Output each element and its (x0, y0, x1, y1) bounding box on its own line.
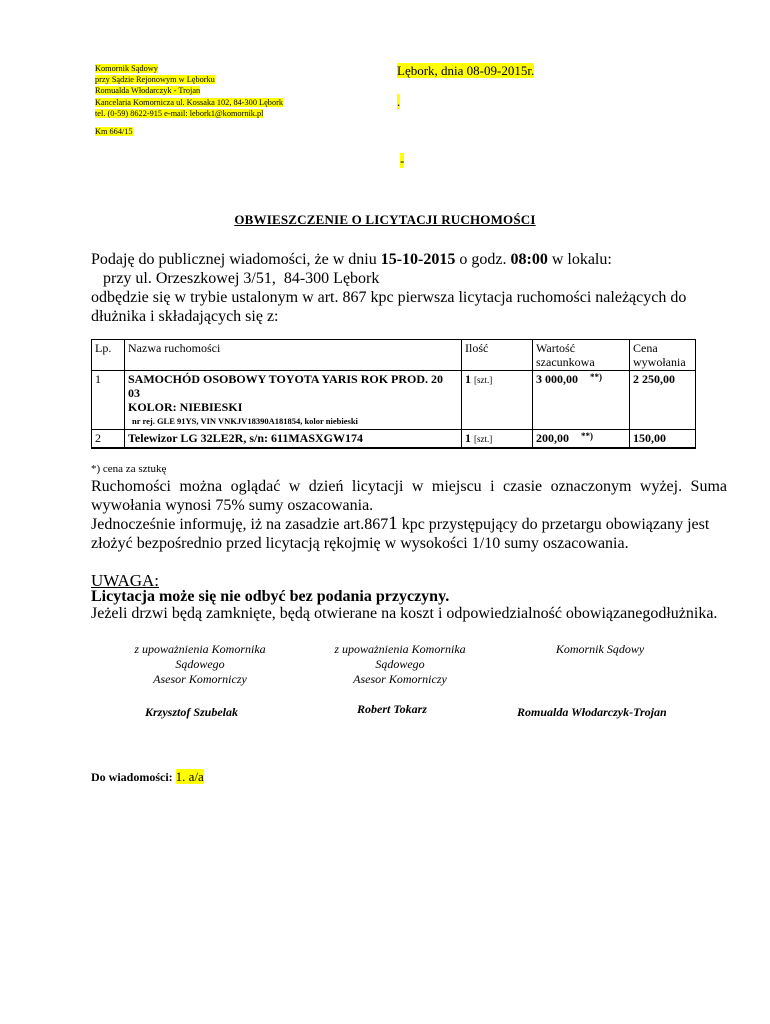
item-color: KOLOR: NIEBIESKI (128, 400, 243, 414)
auction-address: przy ul. Orzeszkowej 3/51, 84-300 Lębork (91, 270, 380, 287)
footnote: *) cena za sztukę (91, 463, 167, 475)
qty-value: 1 (465, 431, 471, 445)
office-line: tel. (0-59) 8622-915 e-mail: lebork1@komornik.pl (95, 108, 264, 118)
distribution-value: 1. a/a (175, 769, 204, 784)
intro-text: w lokalu: (547, 251, 612, 268)
signature-line: Komornik Sądowy (555, 642, 645, 656)
row-value (533, 371, 630, 430)
qty-unit: [szt.] (474, 434, 493, 444)
row-value (533, 430, 630, 449)
intro-text: dłużnika i składających się z: (91, 308, 279, 325)
value-amount: 3 000,00 (536, 372, 578, 386)
item-detail: nr rej. GLE 91YS, VIN VNKJV18390A181854, kolor niebieski (132, 416, 358, 426)
footnote-mark: **) (581, 431, 593, 441)
distribution-list (91, 769, 204, 785)
office-line: Romualda Włodarczyk - Trojan (95, 86, 201, 96)
viewing-info: Ruchomości można oglądać w dzień licytacji w miejscu i czasie oznaczonym wyżej. Suma wywołania wynosi 75% sumy oszacowania. (91, 478, 727, 514)
row-name (125, 371, 462, 430)
auction-time: 08:00 (510, 251, 548, 268)
case-number-text: Km 664/15 (95, 127, 133, 136)
signatory-name: Krzysztof Szubelak (145, 705, 239, 719)
header-name: Nazwa ruchomości (125, 340, 462, 371)
document-title: OBWIESZCZENIE O LICYTACJI RUCHOMOŚCI (234, 212, 536, 227)
signatory-name: Romualda Włodarczyk-Trojan (517, 705, 667, 719)
signature-block-2 (310, 642, 490, 687)
office-line: Komornik Sądowy (95, 64, 158, 73)
intro-text: Podaję do publicznej wiadomości, że w dniu (91, 251, 381, 268)
deposit-info (91, 514, 731, 553)
signature-line: z upoważnienia Komornika (334, 642, 466, 656)
auction-date: 15-10-2015 (380, 251, 456, 268)
highlight-marker (400, 153, 404, 169)
row-lp: 2 (92, 430, 125, 449)
notice-heading: UWAGA: (91, 571, 159, 590)
signature-line: Sądowego (175, 657, 225, 671)
deposit-text: Jednocześnie informuję, iż na zasadzie art.867 (91, 516, 389, 533)
qty-unit: [szt.] (474, 375, 493, 385)
header-value: Wartość szacunkowa (533, 340, 630, 371)
header-lp: Lp. (92, 340, 125, 371)
cancellation-warning: Licytacja może się nie odbyć bez podania przyczyny. (91, 588, 450, 605)
distribution-label: Do wiadomości: (91, 770, 176, 784)
marker-text: - (400, 153, 405, 168)
signature-block-3 (520, 642, 680, 657)
document-date (397, 63, 534, 79)
signature-block-1 (110, 642, 290, 687)
item-name: Telewizor LG 32LE2R, s/n: 611MASXGW174 (125, 430, 462, 449)
row-qty (462, 430, 533, 449)
table-header-row (92, 340, 696, 371)
intro-text: o godz. (455, 251, 511, 268)
qty-value: 1 (465, 372, 471, 386)
items-table (91, 339, 696, 449)
footnote-mark: **) (590, 372, 602, 382)
item-name: SAMOCHÓD OSOBOWY TOYOTA YARIS ROK PROD. 20 03 (128, 372, 444, 400)
deposit-text: kpc przystępujący do przetargu obowiązany jest (397, 516, 710, 533)
row-qty (462, 371, 533, 430)
signature-line: Asesor Komorniczy (353, 672, 447, 686)
auction-intro (91, 250, 731, 326)
case-number (95, 127, 133, 136)
article-superscript: 1 (388, 513, 398, 534)
bailiff-office-header (95, 63, 283, 119)
table-row (92, 430, 696, 449)
row-lp: 1 (92, 371, 125, 430)
table-row (92, 371, 696, 430)
header-qty: Ilość (462, 340, 533, 371)
row-price: 150,00 (630, 430, 696, 449)
row-price: 2 250,00 (630, 371, 696, 430)
signature-line: Asesor Komorniczy (153, 672, 247, 686)
highlight-marker (397, 94, 400, 110)
date-text: Lębork, dnia 08-09-2015r. (397, 63, 535, 78)
door-notice: Jeżeli drzwi będą zamknięte, będą otwierane na koszt i odpowiedzialność obowiązanegodłużnika. (91, 605, 718, 622)
deposit-text: złożyć bezpośrednio przed licytacją rękojmię w wysokości 1/10 sumy oszacowania. (91, 535, 629, 552)
intro-text: odbędzie się w trybie ustalonym w art. 867 kpc pierwsza licytacja ruchomości należących do (91, 289, 687, 306)
header-price: Cena wywołania (630, 340, 696, 371)
signatory-name: Robert Tokarz (357, 702, 427, 716)
office-line: Kancelaria Komornicza ul. Kossaka 102, 84-300 Lębork (95, 97, 284, 107)
value-amount: 200,00 (536, 431, 569, 445)
marker-text: . (397, 94, 401, 109)
office-line: przy Sądzie Rejonowym w Lęborku (95, 75, 215, 85)
signature-line: z upoważnienia Komornika (134, 642, 266, 656)
signature-line: Sądowego (375, 657, 425, 671)
